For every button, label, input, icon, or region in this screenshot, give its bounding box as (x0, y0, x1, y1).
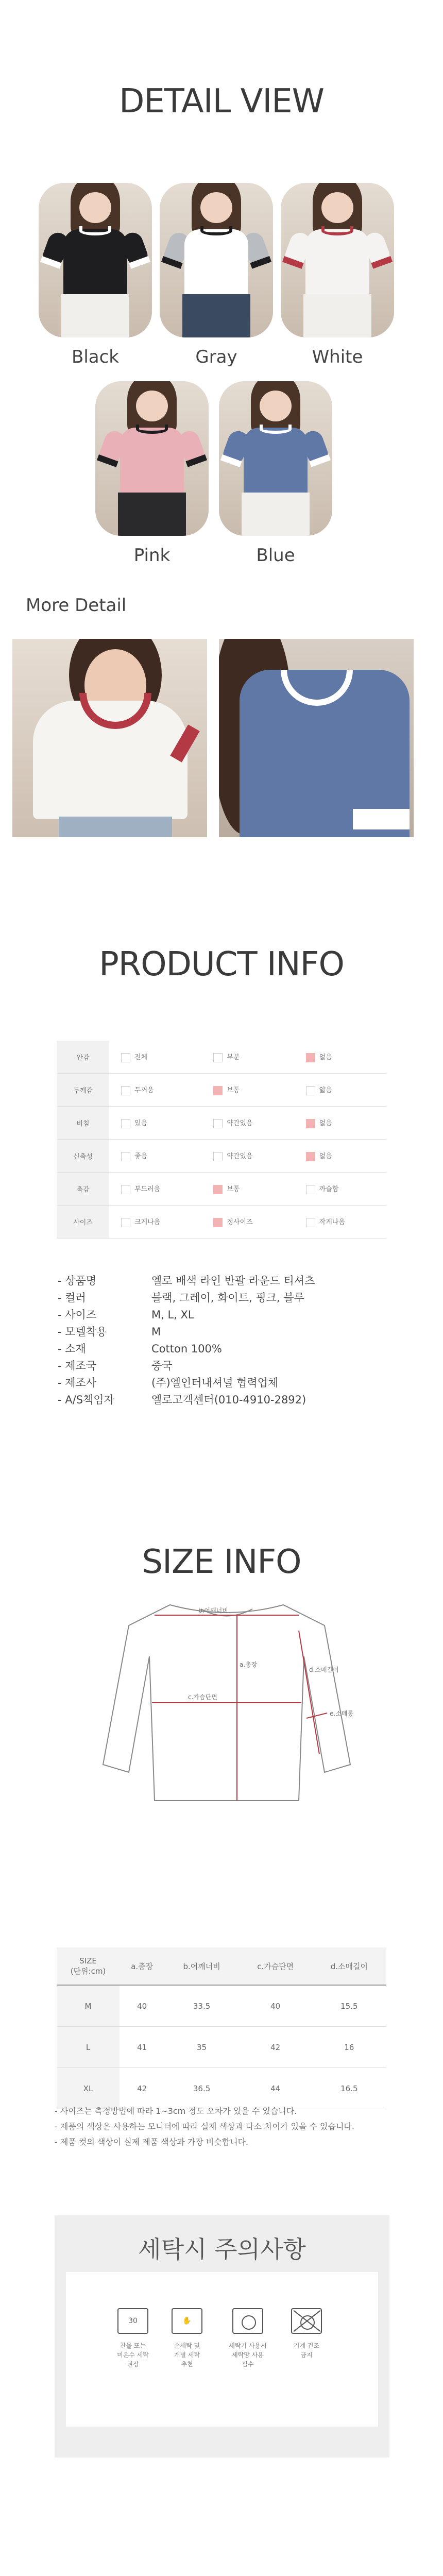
spec-key: - 상품명 (58, 1275, 97, 1287)
hand-wash-icon (172, 2308, 202, 2334)
info-option (201, 1074, 294, 1107)
info-option (201, 1107, 294, 1140)
care-text: 세탁기 사용시 (229, 2342, 267, 2349)
size-cell: 15.5 (312, 1985, 386, 2027)
info-option (201, 1206, 294, 1239)
color-photo-pink (95, 381, 209, 536)
color-photo-white (281, 183, 394, 337)
info-option (294, 1107, 386, 1140)
checkbox-icon (121, 1053, 130, 1062)
info-row-label: 안감 (57, 1041, 109, 1074)
size-cell: M (57, 1985, 120, 2027)
spec-row (58, 1375, 278, 1390)
size-header-cell: b.어깨너비 (164, 1947, 238, 1985)
checkbox-icon (306, 1053, 315, 1062)
info-option (294, 1041, 386, 1074)
info-option (201, 1140, 294, 1173)
checkbox-icon (213, 1152, 223, 1161)
checkbox-icon (306, 1185, 315, 1194)
sleeve-line (299, 1631, 319, 1754)
info-option (201, 1173, 294, 1206)
size-note: - 제품의 색상은 사용하는 모니터에 따라 실제 색상과 다소 차이가 있을 수 있습니다. (55, 2122, 354, 2131)
spec-value: 블랙, 그레이, 화이트, 핑크, 블루 (151, 1292, 304, 1304)
checkbox-icon (213, 1053, 223, 1062)
spec-key: - 소재 (58, 1343, 86, 1355)
color-caption-blue: Blue (256, 545, 295, 566)
size-table (57, 1947, 386, 2109)
more-detail-label: More Detail (26, 595, 127, 616)
size-note: - 사이즈는 측정방법에 따라 1~3cm 정도 오차가 있을 수 있습니다. (55, 2106, 297, 2116)
care-item (219, 2308, 276, 2369)
info-row (57, 1206, 386, 1239)
info-row (57, 1074, 386, 1107)
info-row-label: 사이즈 (57, 1206, 109, 1239)
care-item (159, 2308, 215, 2369)
info-option (294, 1074, 386, 1107)
info-option (294, 1206, 386, 1239)
size-cell: 16 (312, 2027, 386, 2068)
spec-row (58, 1324, 161, 1339)
checkbox-icon (121, 1086, 130, 1095)
checkbox-icon (306, 1086, 315, 1095)
checkbox-icon (306, 1152, 315, 1161)
care-panel (66, 2272, 378, 2427)
info-option-text: 두꺼움 (134, 1087, 154, 1095)
checkbox-icon (213, 1086, 223, 1095)
label-a: a.총장 (240, 1661, 258, 1668)
info-row-label: 비침 (57, 1107, 109, 1140)
info-row (57, 1140, 386, 1173)
size-cell: 33.5 (164, 1985, 238, 2027)
product-info-table (57, 1041, 386, 1239)
checkbox-icon (306, 1119, 315, 1128)
care-icon-symbol: ✋ (182, 2317, 192, 2325)
checkbox-icon (121, 1185, 130, 1194)
spec-row (58, 1341, 222, 1356)
info-option-text: 작게나옴 (319, 1218, 345, 1227)
no-tumble-dry-icon (291, 2308, 322, 2334)
label-c: c.가슴단면 (188, 1693, 217, 1701)
checkbox-icon (213, 1218, 223, 1227)
info-option-text: 보통 (227, 1185, 240, 1194)
care-text: 권장 (127, 2361, 139, 2368)
info-option-text: 없음 (319, 1054, 332, 1062)
size-cell: L (57, 2027, 120, 2068)
color-caption-black: Black (72, 347, 119, 367)
size-header-cell: c.가슴단면 (239, 1947, 312, 1985)
spec-row (58, 1273, 315, 1288)
care-text: 기계 건조 (293, 2342, 320, 2349)
spec-row (58, 1290, 304, 1305)
color-caption-white: White (312, 347, 363, 367)
size-cell: 40 (120, 1985, 164, 2027)
spec-value: M (151, 1326, 161, 1338)
info-option-text: 약간있음 (227, 1153, 253, 1161)
info-row-label: 두께감 (57, 1074, 109, 1107)
care-text: 찬물 또는 (120, 2342, 146, 2349)
label-d: d.소매길이 (309, 1666, 339, 1673)
spec-row (58, 1392, 306, 1407)
care-text: 추천 (181, 2361, 193, 2368)
info-row-label: 촉감 (57, 1173, 109, 1206)
wash-30-icon (117, 2308, 148, 2334)
label-b: b.어깨너비 (198, 1607, 228, 1614)
info-option-text: 정사이즈 (227, 1218, 253, 1227)
size-cell: XL (57, 2068, 120, 2109)
info-option-text: 없음 (319, 1120, 332, 1128)
info-row (57, 1041, 386, 1074)
info-option-text: 크게나옴 (134, 1218, 161, 1227)
size-cell: 41 (120, 2027, 164, 2068)
info-option-text: 있음 (134, 1120, 148, 1128)
detail-photo-blue (219, 639, 414, 837)
care-text: 미온수 세탁 (117, 2351, 149, 2359)
size-cell: 40 (239, 1985, 312, 2027)
size-cell: 44 (239, 2068, 312, 2109)
color-caption-pink: Pink (133, 545, 171, 566)
info-option-text: 까슬함 (319, 1185, 339, 1194)
care-text: 금지 (300, 2351, 313, 2359)
info-option-text: 얇음 (319, 1087, 332, 1095)
checkbox-icon (213, 1185, 223, 1194)
info-option (109, 1041, 201, 1074)
info-option-text: 약간있음 (227, 1120, 253, 1128)
info-row-label: 신축성 (57, 1140, 109, 1173)
label-e: e.소매통 (330, 1710, 353, 1717)
machine-wash-icon (232, 2308, 263, 2334)
size-cell: 36.5 (164, 2068, 238, 2109)
care-item (278, 2308, 335, 2360)
spec-value: Cotton 100% (151, 1343, 222, 1355)
info-option-text: 보통 (227, 1087, 240, 1095)
info-row (57, 1107, 386, 1140)
care-box (55, 2215, 389, 2458)
care-text: 손세탁 및 (174, 2342, 200, 2349)
detail-photo-white (12, 639, 207, 837)
info-option (109, 1107, 201, 1140)
checkbox-icon (213, 1119, 223, 1128)
color-photo-black (39, 183, 152, 337)
info-option (109, 1140, 201, 1173)
spec-row (58, 1307, 194, 1322)
color-photo-blue (219, 381, 332, 536)
spec-key: - 제조사 (58, 1377, 97, 1389)
size-cell: 42 (120, 2068, 164, 2109)
size-header-cell: d.소매길이 (312, 1947, 386, 1985)
checkbox-icon (121, 1218, 130, 1227)
checkbox-icon (306, 1218, 315, 1227)
info-option-text: 없음 (319, 1153, 332, 1161)
info-option (201, 1041, 294, 1074)
size-info-title: SIZE INFO (142, 1543, 301, 1581)
color-photo-gray (160, 183, 273, 337)
spec-value: 엘로 배색 라인 반팔 라운드 티셔츠 (151, 1275, 315, 1287)
size-row (57, 2068, 386, 2109)
spec-value: 엘로고객센터(010-4910-2892) (151, 1394, 306, 1406)
size-note: - 제품 컷의 색상이 실제 제품 색상과 가장 비슷합니다. (55, 2137, 249, 2147)
care-text: 세탁망 사용 (232, 2351, 264, 2359)
info-option-text: 좋음 (134, 1153, 148, 1161)
size-header-cell: a.총장 (120, 1947, 164, 1985)
spec-value: M, L, XL (151, 1309, 194, 1321)
size-row (57, 2027, 386, 2068)
size-cell: 16.5 (312, 2068, 386, 2109)
care-text: 개별 세탁 (174, 2351, 200, 2359)
size-row (57, 1985, 386, 2027)
size-header-row (57, 1947, 386, 1985)
care-text: 필수 (242, 2361, 254, 2368)
size-diagram (82, 1595, 371, 1826)
care-icon-symbol: 30 (128, 2317, 138, 2325)
info-option (109, 1206, 201, 1239)
spec-key: - A/S책임자 (58, 1394, 114, 1406)
checkbox-icon (121, 1152, 130, 1161)
color-caption-gray: Gray (195, 347, 237, 367)
checkbox-icon (121, 1119, 130, 1128)
spec-key: - 제조국 (58, 1360, 97, 1372)
spec-value: 중국 (151, 1360, 173, 1372)
spec-key: - 컬러 (58, 1292, 86, 1304)
info-option-text: 전체 (134, 1054, 148, 1062)
product-info-title: PRODUCT INFO (99, 945, 344, 984)
info-option-text: 부드러움 (134, 1185, 161, 1194)
size-cell: 35 (164, 2027, 238, 2068)
info-option (109, 1074, 201, 1107)
detail-view-title: DETAIL VIEW (119, 82, 324, 121)
info-row (57, 1173, 386, 1206)
spec-key: - 모델착용 (58, 1326, 107, 1338)
spec-key: - 사이즈 (58, 1309, 97, 1321)
info-option-text: 부분 (227, 1054, 240, 1062)
sleeve-width-line (306, 1713, 327, 1718)
size-header-cell: SIZE (단위:cm) (57, 1947, 120, 1985)
spec-value: (주)엘인터내셔널 협력업체 (151, 1377, 279, 1389)
size-cell: 42 (239, 2027, 312, 2068)
care-item (105, 2308, 161, 2369)
spec-row (58, 1358, 173, 1373)
info-option (109, 1173, 201, 1206)
info-option (294, 1140, 386, 1173)
care-title: 세탁시 주의사항 (138, 2235, 306, 2263)
info-option (294, 1173, 386, 1206)
